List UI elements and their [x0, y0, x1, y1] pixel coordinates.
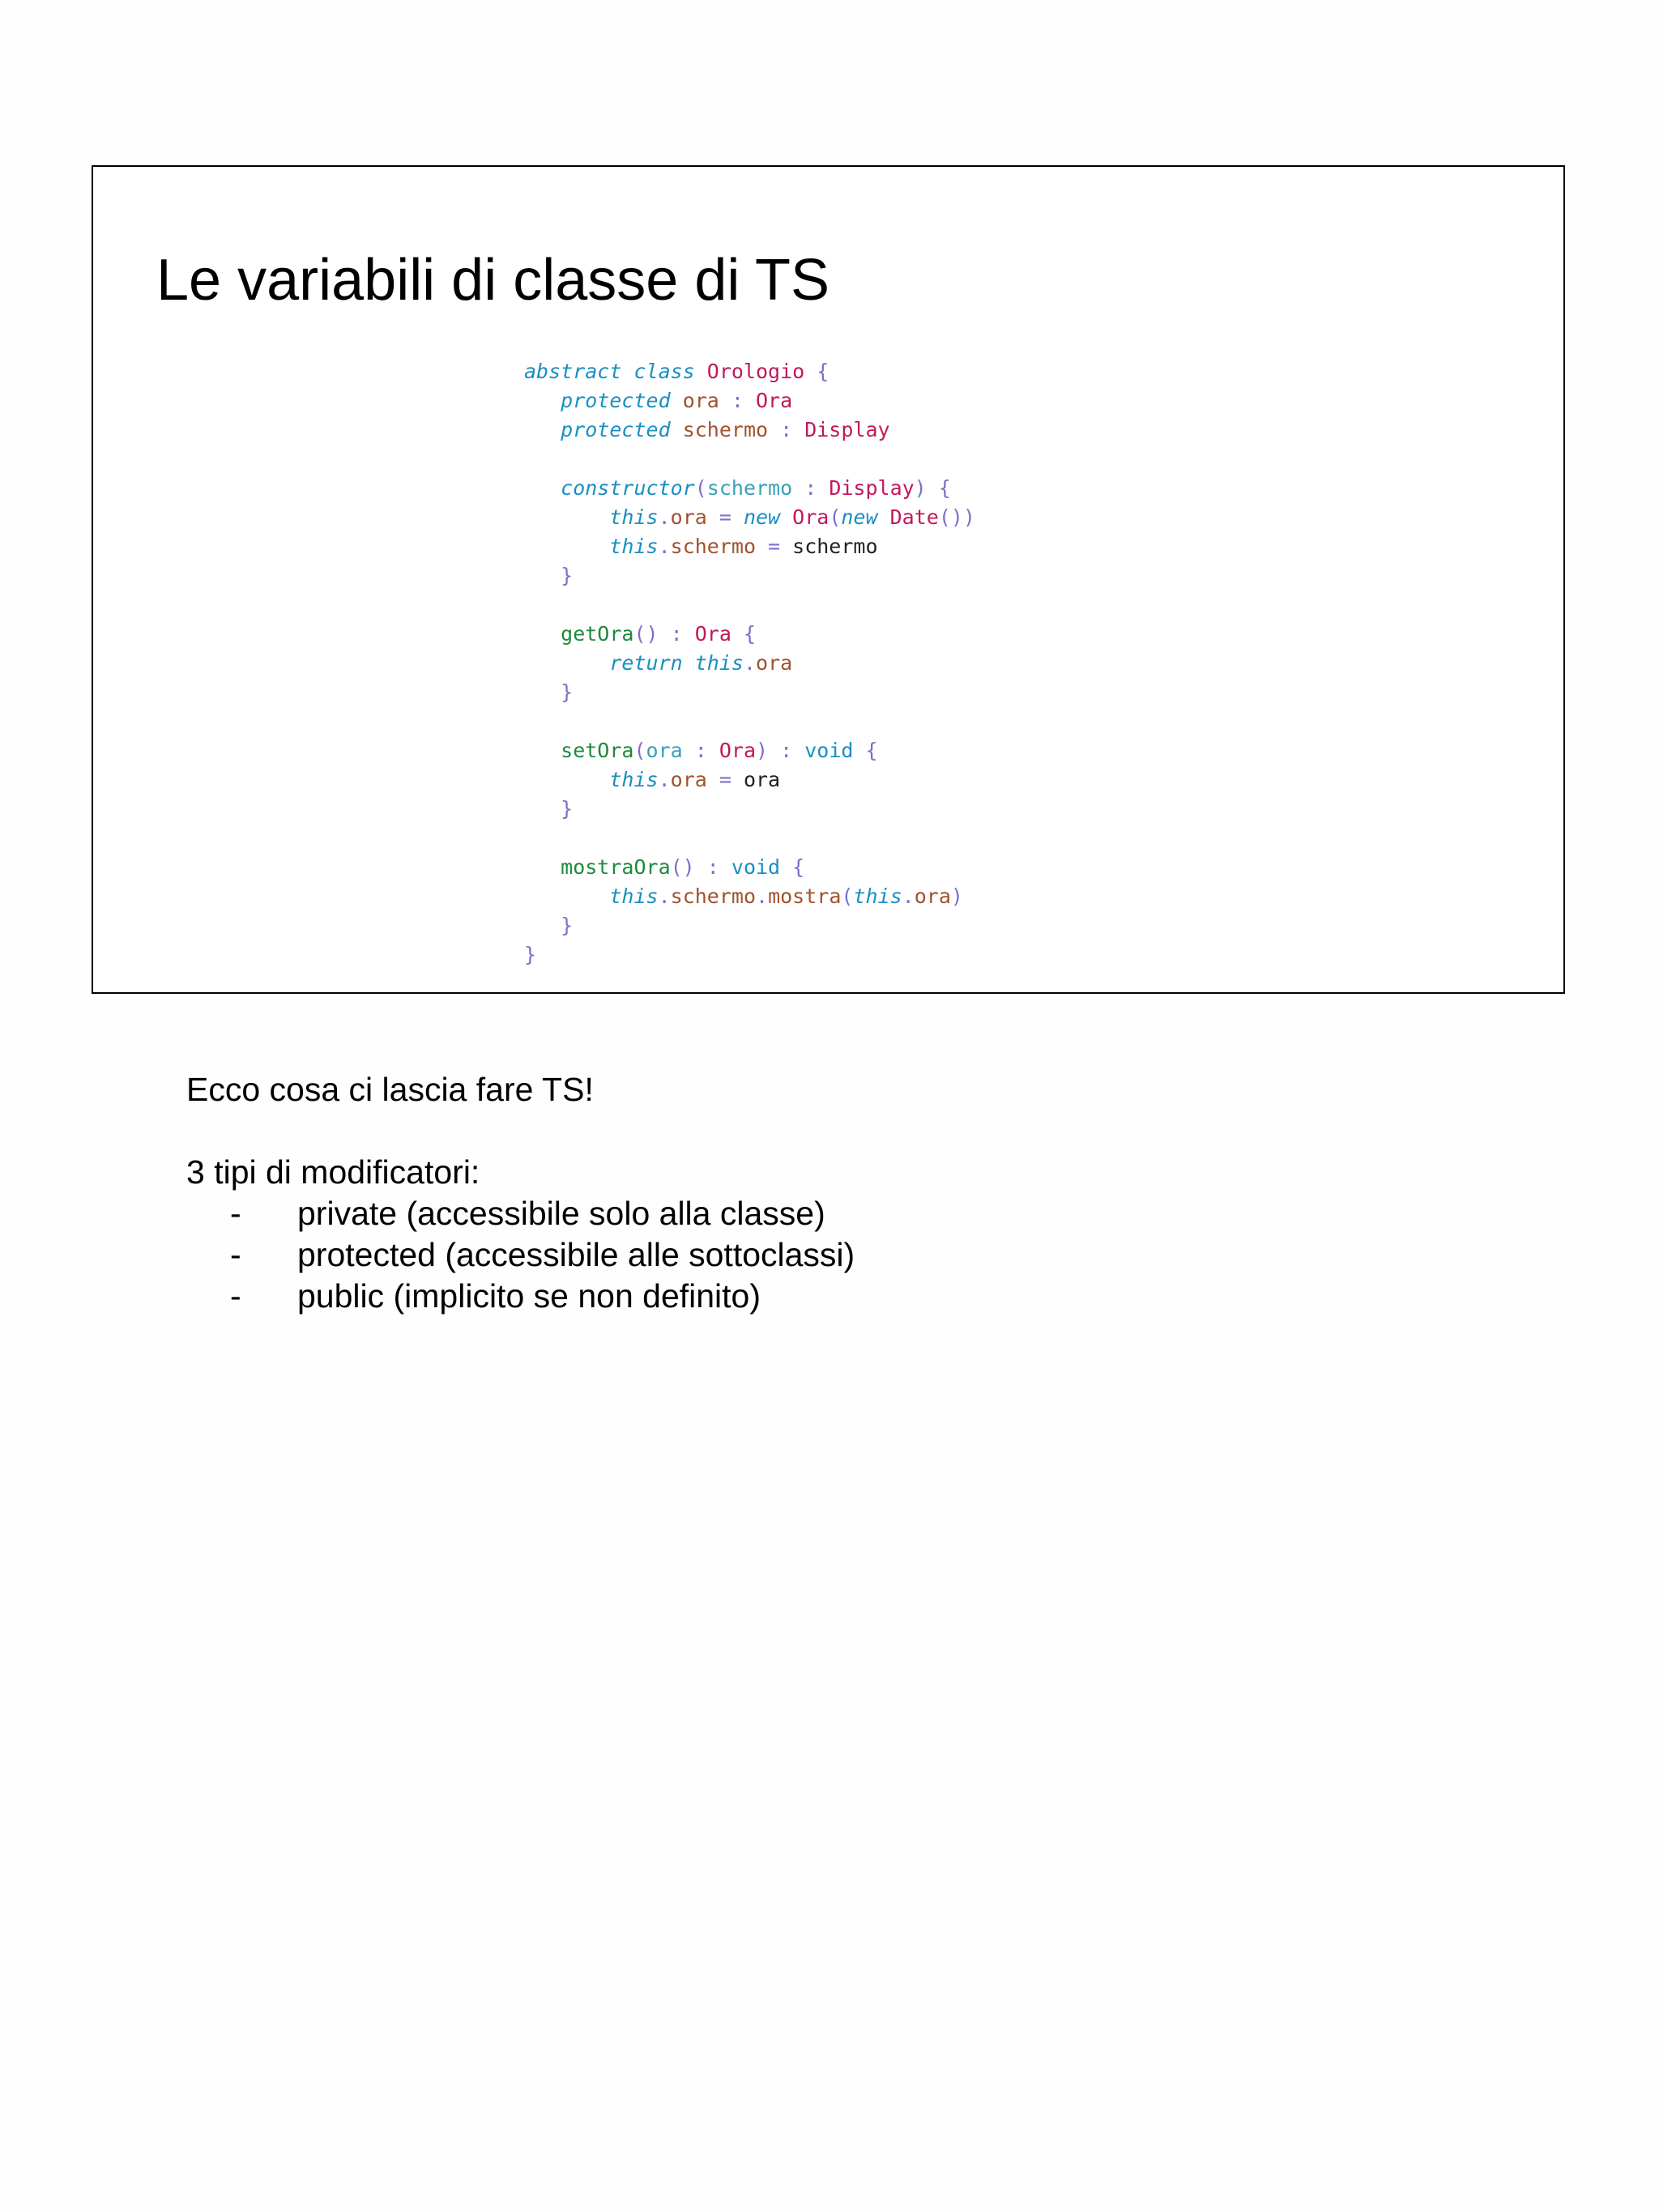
list-item: [186, 1193, 855, 1234]
code-token: [524, 797, 561, 820]
list-item-text: protected (accessibile alle sottoclassi): [297, 1236, 855, 1273]
code-token: }: [524, 943, 537, 966]
code-token: ora: [914, 884, 951, 908]
code-token: void: [731, 855, 781, 879]
code-token: [524, 476, 561, 500]
code-line: [524, 445, 975, 474]
code-token: }: [561, 564, 574, 587]
code-token: mostra: [768, 884, 842, 908]
code-token: ora: [682, 389, 719, 412]
code-token: Date: [889, 505, 939, 529]
code-token: ora: [670, 768, 707, 791]
code-line: [524, 590, 975, 620]
code-token: new: [841, 505, 878, 529]
code-token: [671, 418, 683, 441]
slide-frame: [92, 165, 1565, 994]
bullet-marker: -: [230, 1195, 241, 1232]
code-token: =: [756, 535, 793, 558]
code-token: [524, 739, 561, 762]
code-token: new: [743, 505, 781, 529]
code-token: ): [950, 884, 963, 908]
code-line: [524, 386, 975, 416]
code-line: [524, 765, 975, 795]
list-item: [186, 1234, 855, 1276]
code-token: [671, 389, 683, 412]
code-token: (: [694, 476, 707, 500]
code-token: [780, 505, 792, 529]
code-token: [524, 389, 561, 412]
code-token: schermo: [670, 535, 756, 558]
code-line: [524, 707, 975, 736]
code-line: [524, 940, 975, 970]
code-token: (: [841, 884, 854, 908]
code-token: [524, 505, 609, 529]
code-token: Display: [804, 418, 890, 441]
code-token: protected: [561, 418, 671, 441]
code-token: [524, 855, 561, 879]
code-token: Ora: [756, 389, 793, 412]
code-token: [524, 622, 561, 646]
code-line: [524, 853, 975, 882]
code-token: =: [706, 505, 744, 529]
code-token: .: [743, 651, 757, 675]
notes-spacer: [186, 1110, 855, 1152]
list-item-text: public (implicito se non definito): [297, 1277, 761, 1315]
code-token: (: [633, 739, 646, 762]
notes-list-heading: 3 tipi di modificatori:: [186, 1153, 480, 1191]
code-token: Ora: [719, 739, 756, 762]
code-token: schermo: [682, 418, 769, 441]
code-token: constructor: [561, 476, 695, 500]
code-line: [524, 416, 975, 445]
code-token: () :: [633, 622, 695, 646]
code-token: this: [694, 651, 744, 675]
code-token: void: [804, 739, 854, 762]
code-line: [524, 678, 975, 707]
list-item-text: private (accessibile solo alla classe): [297, 1195, 825, 1232]
code-token: .: [658, 884, 671, 908]
code-token: :: [792, 476, 830, 500]
code-token: return: [609, 651, 683, 675]
code-token: ) :: [756, 739, 805, 762]
code-token: setOra: [561, 739, 634, 762]
code-token: ora: [756, 651, 793, 675]
code-token: ora: [743, 768, 781, 791]
code-token: :: [682, 739, 719, 762]
code-token: [524, 768, 609, 791]
code-token: ora: [670, 505, 707, 529]
code-token: mostraOra: [561, 855, 671, 879]
code-token: getOra: [561, 622, 634, 646]
code-token: ) {: [914, 476, 951, 500]
code-token: =: [706, 768, 744, 791]
code-token: Orologio: [706, 360, 805, 383]
code-token: () :: [670, 855, 731, 879]
code-line: [524, 882, 975, 911]
code-token: [524, 564, 561, 587]
code-line: [524, 532, 975, 561]
code-token: this: [609, 535, 659, 558]
code-token: ora: [646, 739, 683, 762]
code-token: this: [853, 884, 902, 908]
code-token: protected: [561, 389, 671, 412]
code-token: [524, 535, 609, 558]
code-token: .: [658, 768, 671, 791]
speaker-notes: [186, 1069, 855, 1317]
code-token: .: [902, 884, 915, 908]
code-token: }: [561, 914, 574, 937]
code-token: [878, 505, 890, 529]
code-token: .: [658, 535, 671, 558]
code-line: [524, 620, 975, 649]
code-line: [524, 561, 975, 590]
code-token: [524, 914, 561, 937]
code-token: Ora: [792, 505, 830, 529]
slide-title: Le variabili di classe di TS: [156, 248, 830, 313]
code-token: ()): [938, 505, 975, 529]
code-line: [524, 736, 975, 765]
code-token: abstract class: [524, 360, 695, 383]
code-line: [524, 357, 975, 386]
notes-intro: Ecco cosa ci lascia fare TS!: [186, 1071, 594, 1108]
code-token: (: [829, 505, 842, 529]
code-token: [683, 651, 695, 675]
code-line: [524, 649, 975, 678]
bullet-marker: -: [230, 1236, 241, 1273]
bullet-marker: -: [230, 1277, 241, 1315]
code-token: :: [719, 389, 756, 412]
code-token: {: [731, 622, 756, 646]
code-token: {: [780, 855, 805, 879]
code-block: [524, 357, 975, 970]
code-token: [695, 360, 707, 383]
code-line: [524, 474, 975, 503]
code-token: this: [609, 505, 659, 529]
code-token: Ora: [694, 622, 731, 646]
code-token: {: [804, 360, 830, 383]
code-token: schermo: [706, 476, 793, 500]
code-token: :: [768, 418, 805, 441]
code-line: [524, 795, 975, 824]
code-line: [524, 503, 975, 532]
code-line: [524, 824, 975, 853]
code-line: [524, 911, 975, 940]
code-token: }: [561, 797, 574, 820]
code-token: [524, 884, 609, 908]
code-token: [524, 418, 561, 441]
code-token: schermo: [670, 884, 756, 908]
list-item: [186, 1276, 855, 1317]
code-token: schermo: [792, 535, 878, 558]
code-token: [524, 680, 561, 704]
modifier-list: [186, 1193, 855, 1317]
code-token: this: [609, 884, 659, 908]
code-token: this: [609, 768, 659, 791]
code-token: Display: [829, 476, 915, 500]
code-token: .: [658, 505, 671, 529]
code-token: [524, 651, 609, 675]
code-token: {: [853, 739, 878, 762]
code-token: }: [561, 680, 574, 704]
code-token: .: [756, 884, 769, 908]
